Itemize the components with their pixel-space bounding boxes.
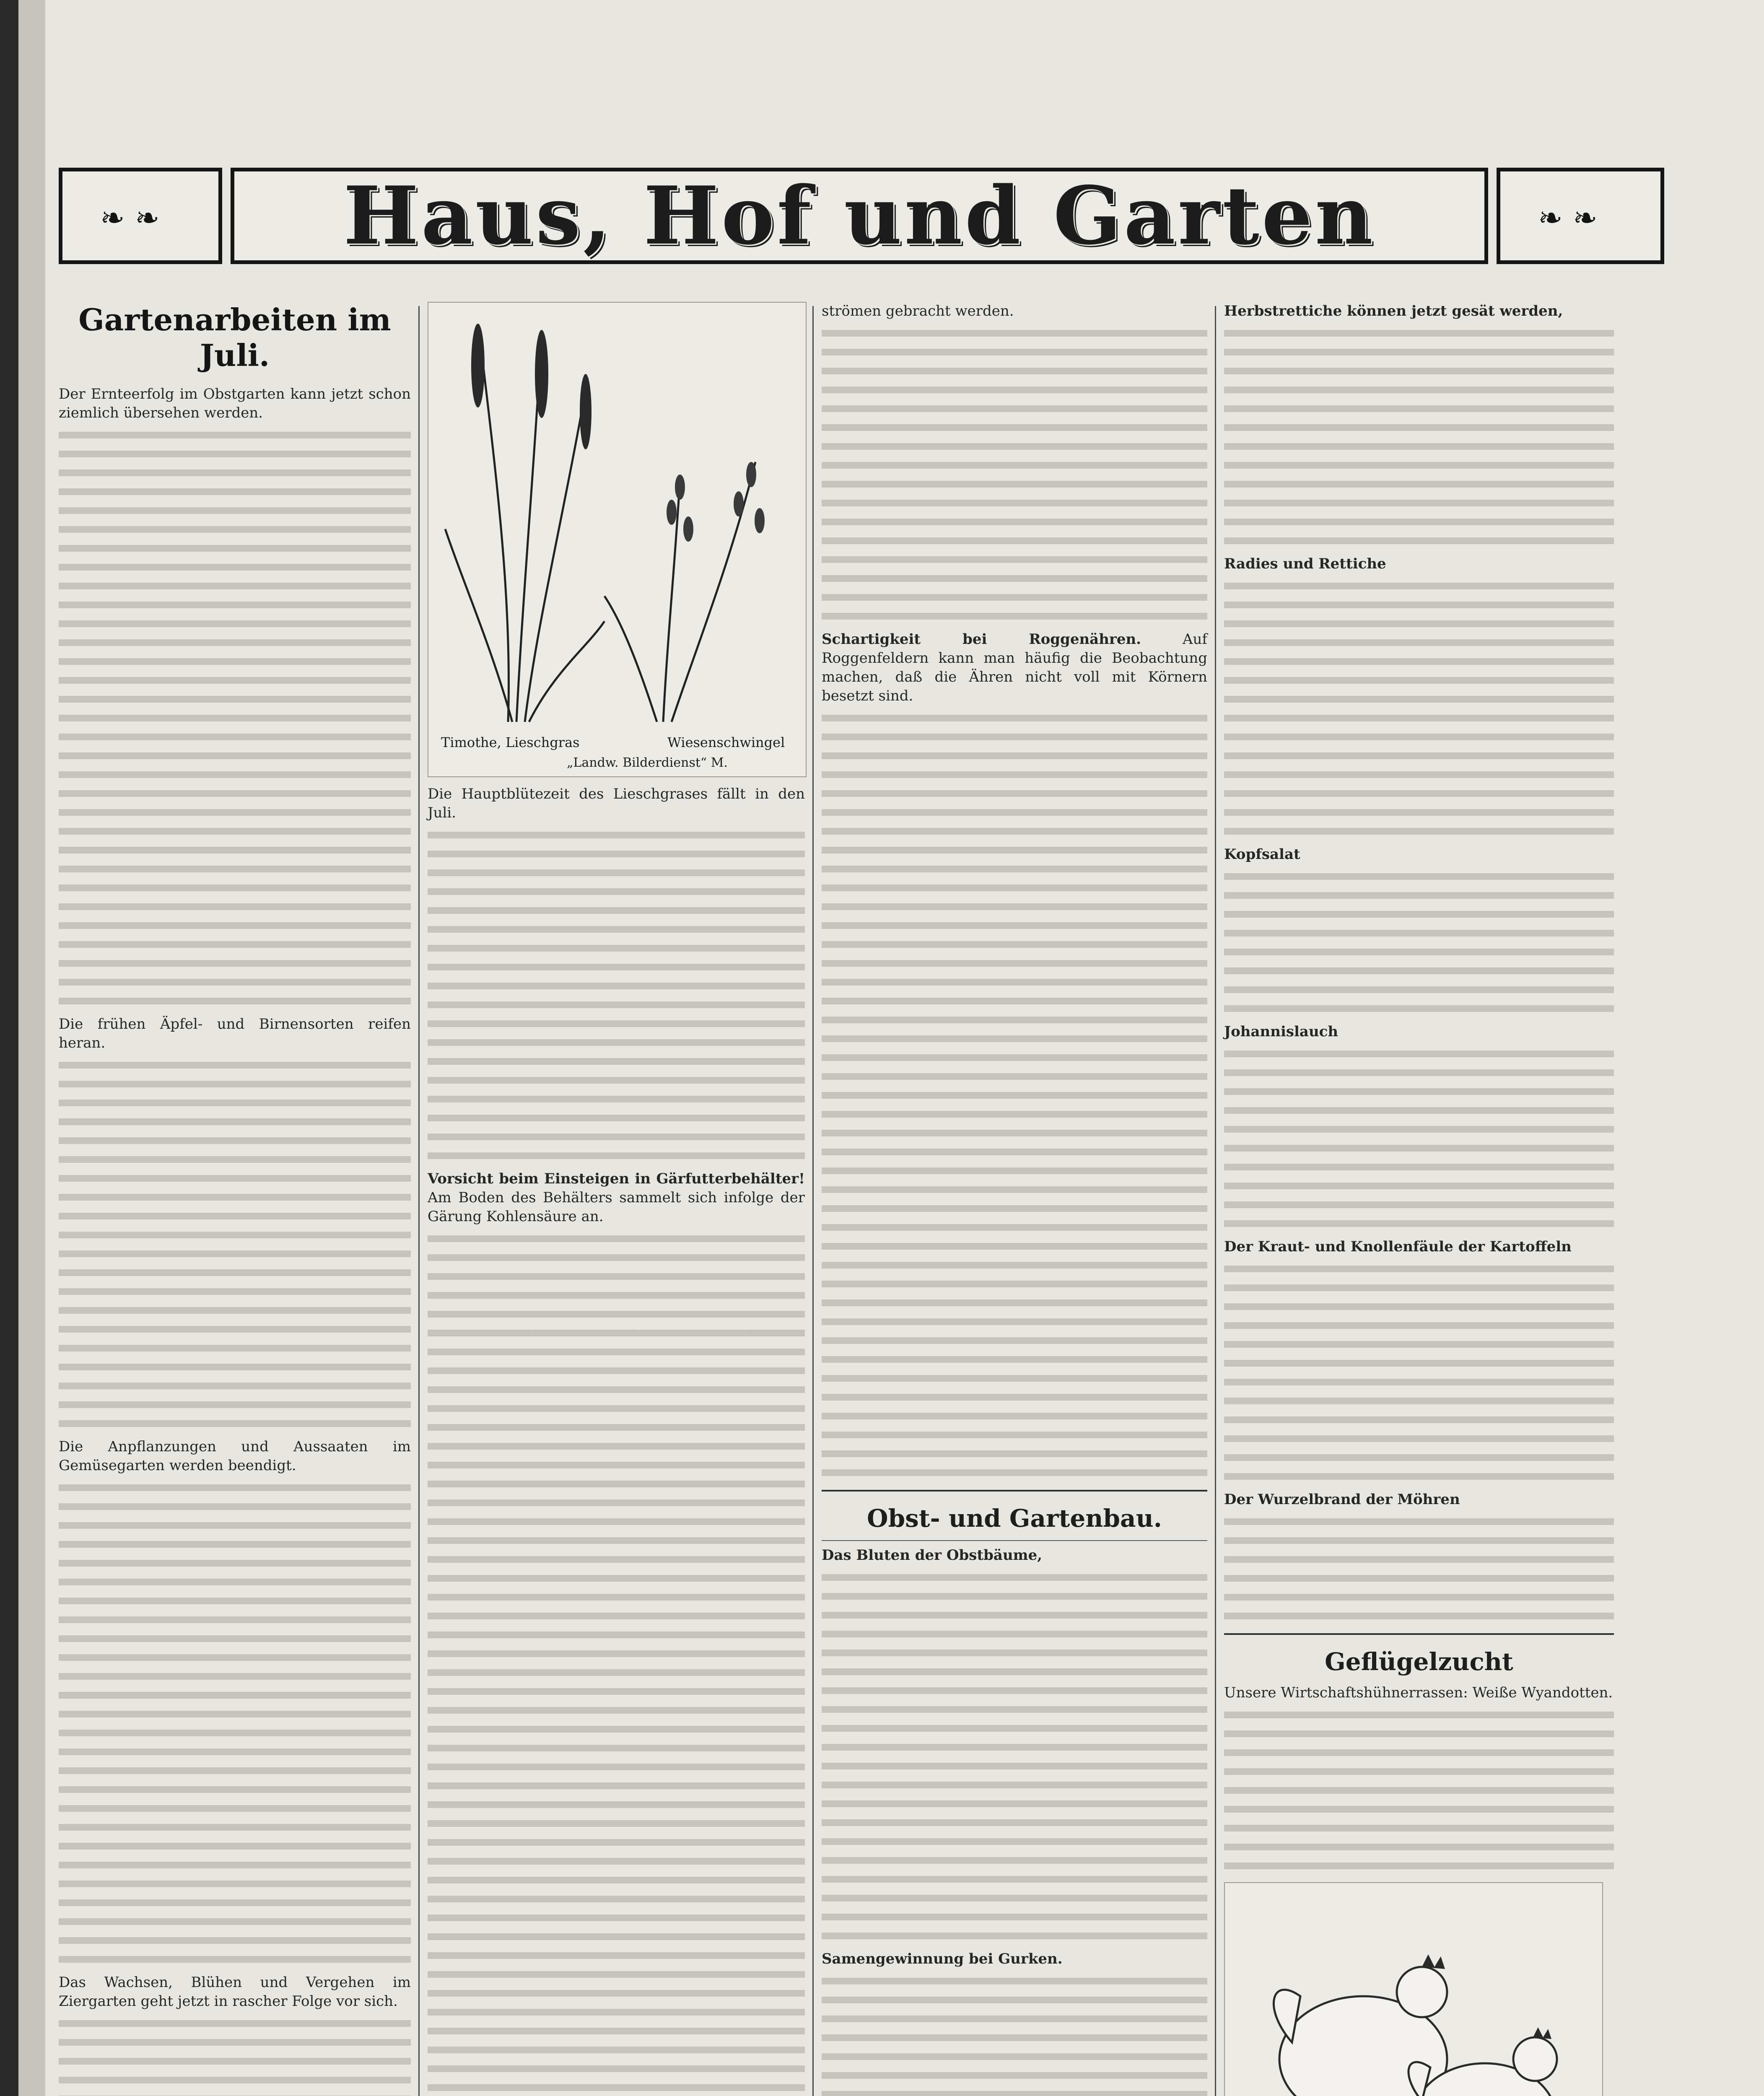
leaf-ornament-icon: ❧ ❧ xyxy=(100,201,160,235)
article-paragraph xyxy=(1224,1237,1614,1256)
grass-leaf xyxy=(529,621,604,722)
column-rule xyxy=(1215,306,1216,2096)
figure-caption-lieschgras: Timothe, Lieschgras xyxy=(441,734,580,750)
figure-caption-wiesenschwingel: Wiesenschwingel xyxy=(667,734,785,750)
book-binding xyxy=(0,0,18,2096)
grass-spike xyxy=(471,324,485,407)
column-4 xyxy=(1224,302,1614,2096)
grass-spike xyxy=(535,330,548,418)
article-body-text xyxy=(1224,1512,1614,1626)
article-body-text xyxy=(59,1479,411,1969)
column-1 xyxy=(59,302,411,2096)
hen-comb xyxy=(1422,1954,1445,1969)
fescue-spikelet xyxy=(746,462,756,487)
fescue-spikelet xyxy=(675,475,685,500)
fescue-spikelet xyxy=(667,500,677,525)
article-paragraph xyxy=(1224,302,1614,321)
section-divider xyxy=(822,1490,1207,1492)
grass-plants-drawing xyxy=(428,303,806,776)
article-lead-wurzelbrand: Der Wurzelbrand der Möhren xyxy=(1224,1491,1460,1508)
article-body-text xyxy=(1224,577,1614,841)
article-continuation: strömen gebracht werden. xyxy=(822,303,1014,319)
fescue-spikelet xyxy=(683,516,693,542)
article-lead-samengewinnung: Samengewinnung bei Gurken. xyxy=(822,1951,1063,1967)
fescue-spikelet xyxy=(755,508,765,533)
article-lead-kopfsalat: Kopfsalat xyxy=(1224,846,1300,863)
article-lead-bluten: Das Bluten der Obstbäume, xyxy=(822,1547,1043,1564)
column-rule xyxy=(812,306,814,2096)
hen-head xyxy=(1513,2037,1557,2081)
masthead-title-box xyxy=(231,168,1488,264)
article-body-text xyxy=(822,1972,1207,2096)
article-paragraph: Die Anpflanzungen und Aussaaten im Gemüsegarten werden beendigt. xyxy=(59,1438,411,1474)
grass-stem xyxy=(525,378,588,722)
fescue-spikelet xyxy=(734,491,744,516)
article-paragraph xyxy=(822,1546,1207,1565)
hens-illustration xyxy=(1224,1882,1603,2096)
article-paragraph xyxy=(1224,1490,1614,1509)
hen-head xyxy=(1397,1967,1447,2017)
masthead-ornament-box-right xyxy=(1497,168,1664,264)
leaf-ornament-icon: ❧ ❧ xyxy=(1538,201,1598,235)
grass-leaf xyxy=(445,529,512,722)
section-divider xyxy=(1224,1633,1614,1635)
article-body-text xyxy=(59,1056,411,1433)
article-body-text xyxy=(1224,324,1614,550)
article-body-text xyxy=(1224,1260,1614,1486)
section-heading-gefluegelzucht: Geflügelzucht xyxy=(1325,1647,1513,1676)
section-heading-obst-gartenbau: Obst- und Gartenbau. xyxy=(867,1504,1162,1533)
article-paragraph xyxy=(428,1170,805,1226)
article-lead-krautfaeule: Der Kraut- und Knollenfäule der Kartoffeln xyxy=(1224,1238,1572,1255)
article-paragraph: Das Wachsen, Blühen und Vergehen im Ziergarten geht jetzt in rascher Folge vor sich. xyxy=(59,1974,411,2010)
wyandotte-hens-drawing xyxy=(1225,1883,1602,2096)
article-lead-schartigkeit: Schartigkeit bei Roggenähren. xyxy=(822,631,1141,648)
column-3 xyxy=(822,302,1207,2096)
article-body-text xyxy=(822,324,1207,626)
figure-credit: „Landw. Bilderdienst“ M. xyxy=(567,755,728,770)
section-divider xyxy=(822,1540,1207,1541)
article-paragraph xyxy=(1224,1022,1614,1041)
grass-illustration xyxy=(428,302,807,777)
grass-spike xyxy=(580,374,591,449)
hen-comb xyxy=(1533,2027,1551,2039)
article-paragraph: Die Hauptblütezeit des Lieschgrases fällt in den Juli. xyxy=(428,786,805,821)
article-body-text xyxy=(1224,1706,1614,1876)
article-body-text xyxy=(1224,867,1614,1018)
article-paragraph xyxy=(1224,845,1614,864)
article-intro: Am Boden des Behälters sammelt sich infolge der Gärung Kohlensäure an. xyxy=(428,1189,805,1225)
article-lead-johannislauch: Johannislauch xyxy=(1224,1023,1339,1040)
article-intro: Unsere Wirtschaftshühnerrassen: Weiße Wyandotten. xyxy=(1224,1684,1613,1701)
article-body-text xyxy=(822,709,1207,1482)
article-body-text xyxy=(428,1230,805,2096)
masthead-title: Haus, Hof und Garten xyxy=(343,169,1375,262)
article-intro: Auf Roggenfeldern kann man häufig die Beobachtung machen, daß die Ähren nicht voll mit Körnern besetzt sind. xyxy=(822,631,1207,704)
article-lead-gaerfutter: Vorsicht beim Einsteigen in Gärfutterbehälter! xyxy=(428,1170,805,1187)
article-intro: Der Ernteerfolg im Obstgarten kann jetzt schon ziemlich übersehen werden. xyxy=(59,386,411,421)
article-body-text xyxy=(822,1568,1207,1946)
article-lead-rettiche: Herbstrettiche können jetzt gesät werden, xyxy=(1224,303,1563,319)
article-lead-radies: Radies und Rettiche xyxy=(1224,555,1386,572)
column-2 xyxy=(428,302,805,2096)
grass-leaf xyxy=(604,596,657,722)
article-paragraph: Die frühen Äpfel- und Birnensorten reifen heran. xyxy=(59,1016,411,1051)
article-paragraph xyxy=(1224,555,1614,573)
column-rule xyxy=(418,306,420,2096)
adjacent-page-edge xyxy=(18,0,46,2096)
article-heading-gartenarbeiten: Gartenarbeiten im Juli. xyxy=(78,302,391,373)
masthead xyxy=(59,168,1664,264)
article-paragraph xyxy=(822,630,1207,706)
article-body-text xyxy=(59,2014,411,2096)
article-body-text xyxy=(59,426,411,1011)
article-body-text xyxy=(428,826,805,1165)
article-paragraph xyxy=(822,1950,1207,1969)
masthead-ornament-box-left xyxy=(59,168,222,264)
article-body-text xyxy=(1224,1045,1614,1233)
